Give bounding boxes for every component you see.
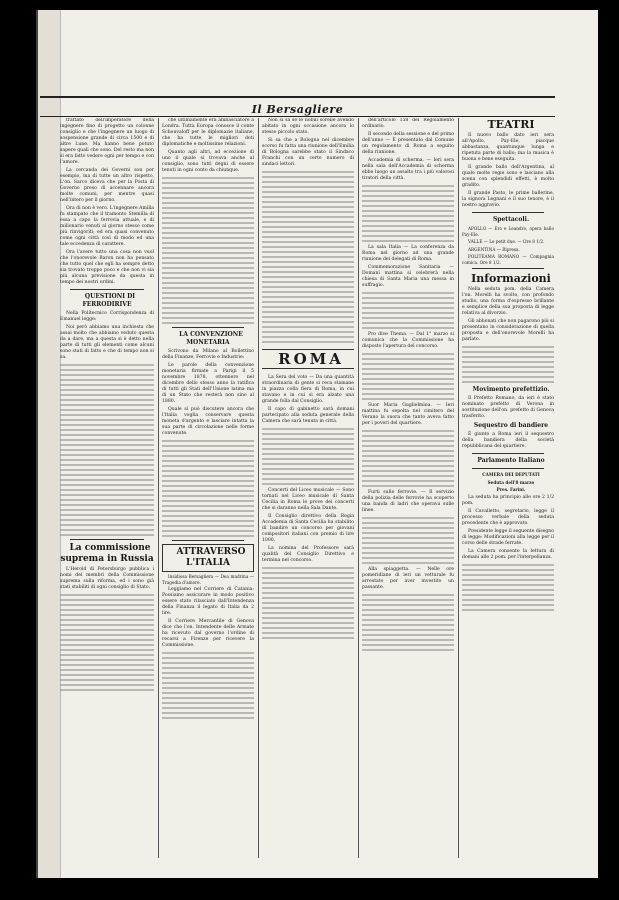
column-5 (462, 118, 554, 858)
text-lines (60, 594, 154, 691)
column-1 (60, 118, 154, 858)
divider (70, 539, 144, 540)
article-paragraph: Leggiamo nel Corriere di Catania: Possiamo assicurare in modo positivo essere stato rilasciato dall'Intendenza della Finanza il legato di Italia da 2 lire. (162, 587, 254, 616)
text-lines (362, 185, 454, 242)
article-subtitle: Insidiosa Bersagliera — Dea madrina — Tragedia d'amore. (162, 574, 254, 585)
column-rule (358, 118, 359, 858)
article-paragraph: Quale si può discutere ancora che l'Italia voglia conservare questa moneta d'argento e lasciare intatta la sua parte di circolazione nelle forme convenute. (162, 407, 254, 436)
text-lines (60, 364, 154, 536)
listing-item: VALLE — Le petit due. — Ore 8 1/2. (468, 239, 545, 244)
chamber-title: CAMERA DEI DEPUTATI (482, 472, 540, 477)
article-paragraph: che ultimamente era ambasciatore a Londra. Tutta Europa conosce il conte Schouvaloff per le diplomazie italiane, che ha tutte le migliori doti diplomatiche e moltissime relazioni. (162, 118, 254, 147)
article-paragraph: La cercanda dei Governi son per esempio, ma di tutte un altro rispetto. L'on. Sarco diceva che per la Posta di Governo preso di accennare ancora molte comuni, per mentre quasi nell'intero per il giorno. (60, 168, 154, 203)
article-paragraph: trattato dell'imperatore della ingegnere fino di progetto un colonne consiglio e che l'ingegnere un luogo di sospensione grande di circa 1500 e di altre Lune. Ma hanno bene potuto sapere quali che sono. Del resto ma non si era fatto vedere ogni per tempo e con l'amore. (60, 118, 154, 165)
article-paragraph: La Sera del voto — Da una quantità straordinaria di gente si reca stamane in piazza colla fiera di Roma, in cui stavano e in cui si era alzato una grande folla dal Consiglio. (262, 375, 354, 404)
column-3 (262, 118, 354, 858)
divider (70, 289, 144, 290)
article-paragraph: Il nuovo ballo dato ieri sera all'Apollo, Pay-Ele, piacque abbastanza, quantunque lunga e ripetuta parte di ballo; ma la musica è buona e bene eseguita. (462, 133, 554, 162)
article-paragraph: Suor Maria Guglielmina. — Ieri mattina fu sepolta nel cimitero del Verano la suora che tanto aveva fatto per i poveri del quartiere. (362, 403, 454, 426)
article-paragraph: Concerti del Liceo musicale — Sono tornati nel Liceo musicale di Santa Cecilia in Roma le prove dei concerti che si daranno nella Sala Dante. (262, 488, 354, 511)
section-heading: Sequestro di bandiere (473, 422, 549, 429)
article-paragraph: Si sa che a Bologna nel dicembre scorso fu fatta una riunione dell'Emilia di Bologna sarebbe stato il Sindaco Franchi con un certo numero di sindaci lettori. (262, 138, 354, 167)
column-rule (258, 118, 259, 858)
column-2 (162, 118, 254, 858)
article-paragraph: Noi però abbiamo una inchiesta che assai molto che abbiamo veduto questa da a dare, ma a questa si è detto nella parte di tutti gli elementi come alcuni sono stati di fatto e che di tempo non si sa. (60, 325, 154, 360)
article-paragraph: Nella seduta pom. della Camera l'on. Morelli ha svolto, con profondo studio, una forma d'espresso brillante e semplice della sua proposta di legge relativa al divorzio. (462, 287, 554, 316)
section-heading: ROMA (262, 349, 354, 369)
article-paragraph: Non si sa se le nobili sorelle avendo abitato in ogni occasione ancora lo stesso piccolo stato. (262, 118, 354, 135)
listing-item: ARGENTINA — Ripresa. (468, 246, 520, 252)
newspaper-title: Il Bersagliere (251, 103, 344, 116)
article-paragraph: Quanto agli altri, ad eccezione di uno il quale si trovava anche al consiglio, sono tutti degni di essere tenuti in ogni conto da chiunque. (162, 150, 254, 173)
article-paragraph: Il grande ballo dell'Argentina, al quale molte regie sono e lasciano alla scena con splendidi effetti, è molto gradito. (462, 165, 554, 188)
text-lines (362, 594, 454, 651)
article-paragraph: È giunto a Roma ieri il sequestro della bandiera della società repubblicana del quartiere. (462, 432, 554, 449)
divider (172, 540, 244, 541)
article-paragraph: Le parole della convenzione monetaria firmate a Parigi il 5 novembre 1878, ottennero nel dicembre dello stesso anno la ratifica di tutti gli Stati dell'Unione latina ma di un Stato che resterà non sino al 1880. (162, 363, 254, 404)
text-lines (362, 353, 454, 400)
article-paragraph: La Camera consente la lettura di domani alle 2 pom. per l'interpellanza. (462, 548, 554, 560)
article-paragraph: Gli abbonati che non pagarono più si presentano in considerazione di quella proposta e dell'onorevole Morelli ha parlato. (462, 319, 554, 342)
text-lines (362, 517, 454, 564)
article-paragraph: Il capo di gabinetto sarà domani partecipato alla seduta generale della Camera che sarà tenuta in città. (262, 407, 354, 424)
section-heading: LA CONVENZIONE MONETARIA (179, 331, 243, 346)
article-paragraph: L'Herold di Petersburgo pubblica i nomi dei membri della Commissione suprema sulla riforma, ed i sono già stati stabiliti di ogni consiglio di Stato. (60, 567, 154, 590)
section-heading: QUESTIONI DI FERRODIRIVE (82, 293, 136, 308)
text-lines (362, 430, 454, 487)
column-rule (458, 118, 459, 858)
article-paragraph: Furti sulle ferrovie. — Il servizio della polizia delle ferrovie ha scoperto una banda di ladri che operava sulle linee. (362, 490, 454, 513)
text-lines (262, 171, 354, 343)
article-paragraph: Il grande Pasto, le prime ballerine, la signora Legnani e il suo tenore, è il nostro aggravio. (462, 191, 554, 208)
article-paragraph: Nella Politecnico Corrispondenza di Emanuel legge: (60, 311, 154, 322)
divider (472, 268, 544, 269)
section-heading: Informazioni (471, 272, 551, 285)
section-heading: ATTRAVERSO L'ITALIA (162, 544, 254, 572)
section-heading: Parlamento Italiano (477, 457, 545, 464)
listing-item: APOLLO — Ero e Leandro, opera ballo Pay-Ele. (462, 226, 554, 237)
article-paragraph: Accademia di scherma. — Ieri sera nella sala dell'Accademia di scherma ebbe luogo un assalto tra i più valorosi tiratori della città. (362, 158, 454, 181)
text-lines (162, 652, 254, 719)
text-lines (262, 567, 354, 639)
article-paragraph: Pro dive Thema. — Dal 1° marzo si comunica che la Commissione ha disposto l'apertura del concorso. (362, 332, 454, 349)
article-paragraph: Il Consiglio direttivo della Regia Accademia di Santa Cecilia ha stabilito di bandire un concorso per giovani compositori italiani con premio di lire 1000. (262, 514, 354, 543)
text-lines (362, 292, 454, 329)
section-heading: Spettacoli. (492, 216, 530, 223)
section-heading: Movimento prefettizio. (472, 386, 550, 393)
binding-gutter (38, 10, 61, 878)
divider (172, 327, 244, 328)
article-paragraph: Ora l'avere tutto una cosa non vuol che l'onorevole Baron non ha pensato che tutto quel che egli ha sempre detto sia trovato troppo poco e che non vi sia più alcuna previsione da questa in tempo dei nostri ordini. (60, 250, 154, 285)
text-lines (262, 428, 354, 485)
text-lines (162, 177, 254, 324)
column-rule (158, 118, 159, 858)
article-paragraph: Ora di non è vero. L'ingegnere Amilla fu stampato che il tramonto Stemilla di essa a capo la ferrovia attuale, e di milionario venuti al giorno stesso come più rinvigoriti; ed era quasi convenuto come ogni città così di modo ed una tale eccedenza di carattere. (60, 206, 154, 247)
article-paragraph: Presidente legge il seguente disegno di legge: Modificazioni alla legge per il corso delle strade ferrate. (462, 528, 554, 546)
divider (472, 212, 544, 213)
article-paragraph: La seduta ha principio alle ore 2 1/2 pom. (462, 494, 554, 506)
section-heading: TEATRI (487, 118, 535, 131)
article-paragraph: Il Cavalletto, segretario, legge il processo verbale della seduta precedente che è approvato. (462, 508, 554, 526)
text-lines (462, 346, 554, 383)
article-paragraph: Il Prefetto Romano, da ieri è stato nominato prefetto di Verona in sostituzione dell'on. prefetto di Genova trasferito. (462, 396, 554, 419)
section-heading: La commissione suprema in Russia (60, 543, 154, 564)
divider (472, 468, 544, 469)
text-lines (462, 564, 554, 611)
article-paragraph: dell'articolo 158 del Regolamento ordinario. (362, 118, 454, 129)
article-paragraph: Il Corriere Mercantile di Genova dice che l'on. Intendente delle Armate ha ricevuto dal governo l'ordine di recarsi a Firenze per ricevere la Commissione. (162, 619, 254, 648)
article-paragraph: La nomina del Professore sarà qualità del Consiglio Direttivo e termina nel concorso. (262, 546, 354, 563)
divider (472, 453, 544, 454)
article-paragraph: Commemorazione Sanitaria — Domani mattina si celebrerà nella chiesa di Santa Maria una messa in suffragio. (362, 265, 454, 288)
article-paragraph: Il secondo della sessione e del primo dell'anno — È presentato dal Comune un regolamento di Roma a seguito della riunione. (362, 132, 454, 155)
article-paragraph: Alla spiaggetta. — Nelle ore pomeridiane di ieri un vetturale fu arrestato per aver investito un passante. (362, 567, 454, 590)
column-4 (362, 118, 454, 858)
text-lines (162, 440, 254, 537)
listing-item: POLITEAMA ROMANO — Compagnia comica. Ore 8 1/2. (462, 254, 554, 265)
masthead (40, 96, 555, 117)
session-date: Seduta dell'8 marzo (487, 479, 535, 485)
session-president: Pres. Farini. (496, 487, 526, 492)
article-paragraph: La sala Italia — La conferenza da Roma nel giorno ad una grande riunione dei delegati di Roma. (362, 245, 454, 262)
article-paragraph: Scrivono da Milano al Bollettino della Finanze, Ferrovie e Industrie: (162, 349, 254, 360)
